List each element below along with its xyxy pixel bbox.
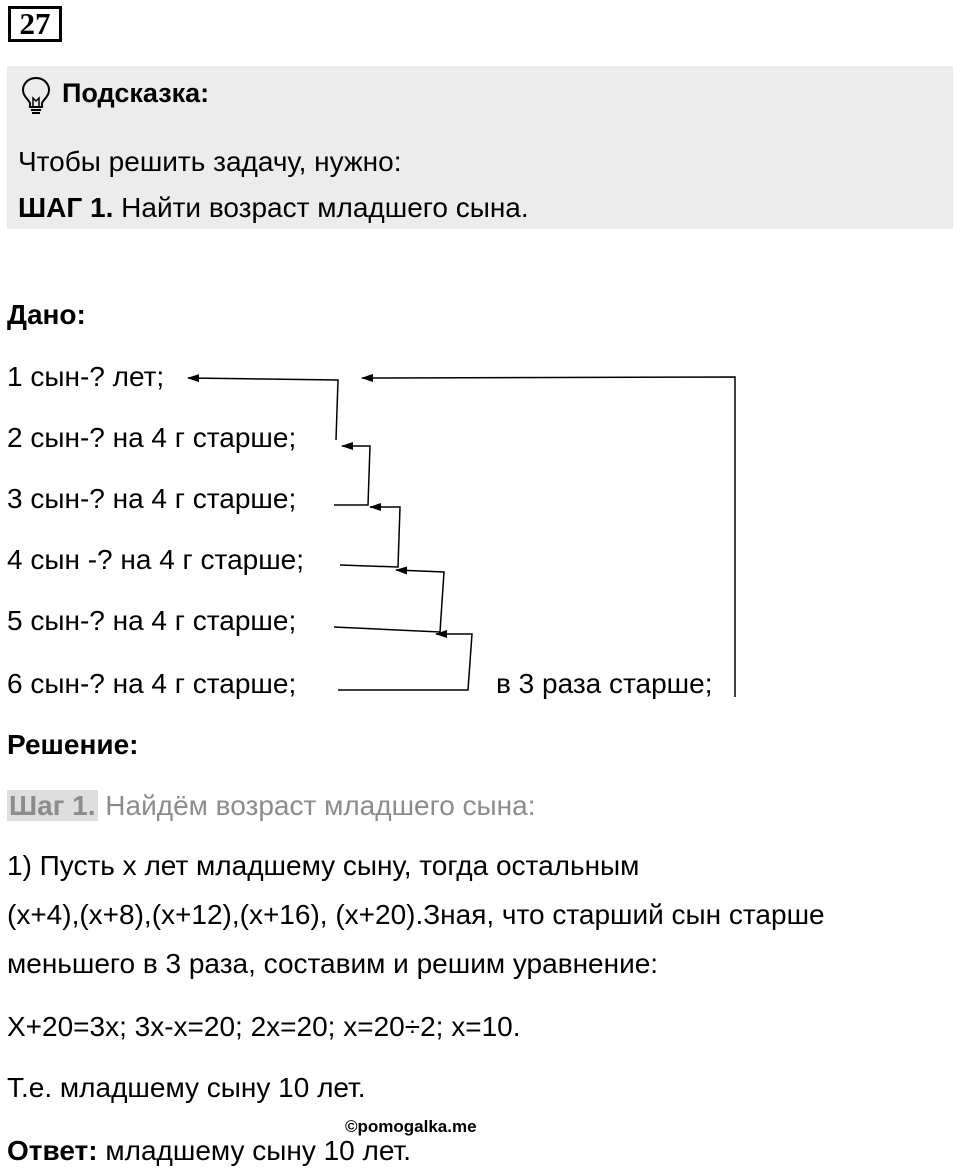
- answer-label: Ответ:: [7, 1135, 98, 1166]
- solution-paragraph-line-1: 1) Пусть х лет младшему сыну, тогда остальным: [7, 850, 640, 881]
- given-line-3: 3 сын-? на 4 г старше;: [7, 483, 297, 514]
- arrow-4-to-3: [340, 507, 400, 567]
- watermark: ©pomogalka.me: [345, 1117, 477, 1136]
- answer-text: младшему сыну 10 лет.: [97, 1135, 412, 1166]
- solution-step: [7, 789, 536, 823]
- solution-title: Решение:: [7, 729, 139, 760]
- solution-step-label: Шаг 1.: [9, 790, 96, 821]
- hint-step-label: ШАГ 1.: [18, 192, 114, 223]
- arrow-6-to-5: [338, 634, 472, 690]
- solution-equation: Х+20=3х; 3х-х=20; 2х=20; х=20÷2; х=10.: [7, 1011, 521, 1042]
- arrow-3-to-2: [334, 446, 370, 505]
- answer: [7, 1134, 411, 1168]
- given-line-1: 1 сын-? лет;: [7, 361, 165, 392]
- solution-step-text: Найдём возраст младшего сына:: [97, 790, 536, 821]
- hint-title: Подсказка:: [62, 78, 210, 108]
- hint-step: [18, 191, 529, 225]
- lightbulb-icon: [20, 76, 52, 116]
- arrow-note-to-1: [362, 377, 735, 697]
- given-note: в 3 раза старше;: [496, 668, 713, 699]
- hint-intro: Чтобы решить задачу, нужно:: [18, 146, 402, 177]
- given-line-5: 5 сын-? на 4 г старше;: [7, 605, 297, 636]
- arrow-5-to-4: [334, 570, 444, 632]
- given-line-2: 2 сын-? на 4 г старше;: [7, 422, 297, 453]
- hint-step-text: Найти возраст младшего сына.: [113, 192, 529, 223]
- given-line-4: 4 сын -? на 4 г старше;: [7, 544, 305, 575]
- solution-paragraph-line-3: меньшего в 3 раза, составим и решим уравнение:: [7, 948, 659, 979]
- given-line-6: 6 сын-? на 4 г старше;: [7, 668, 297, 699]
- problem-number: 27: [8, 6, 62, 42]
- solution-paragraph-line-2: (х+4),(х+8),(х+12),(х+16), (х+20).Зная, что старший сын старше: [7, 899, 825, 930]
- given-title: Дано:: [7, 299, 86, 330]
- solution-conclusion: Т.е. младшему сыну 10 лет.: [7, 1072, 366, 1103]
